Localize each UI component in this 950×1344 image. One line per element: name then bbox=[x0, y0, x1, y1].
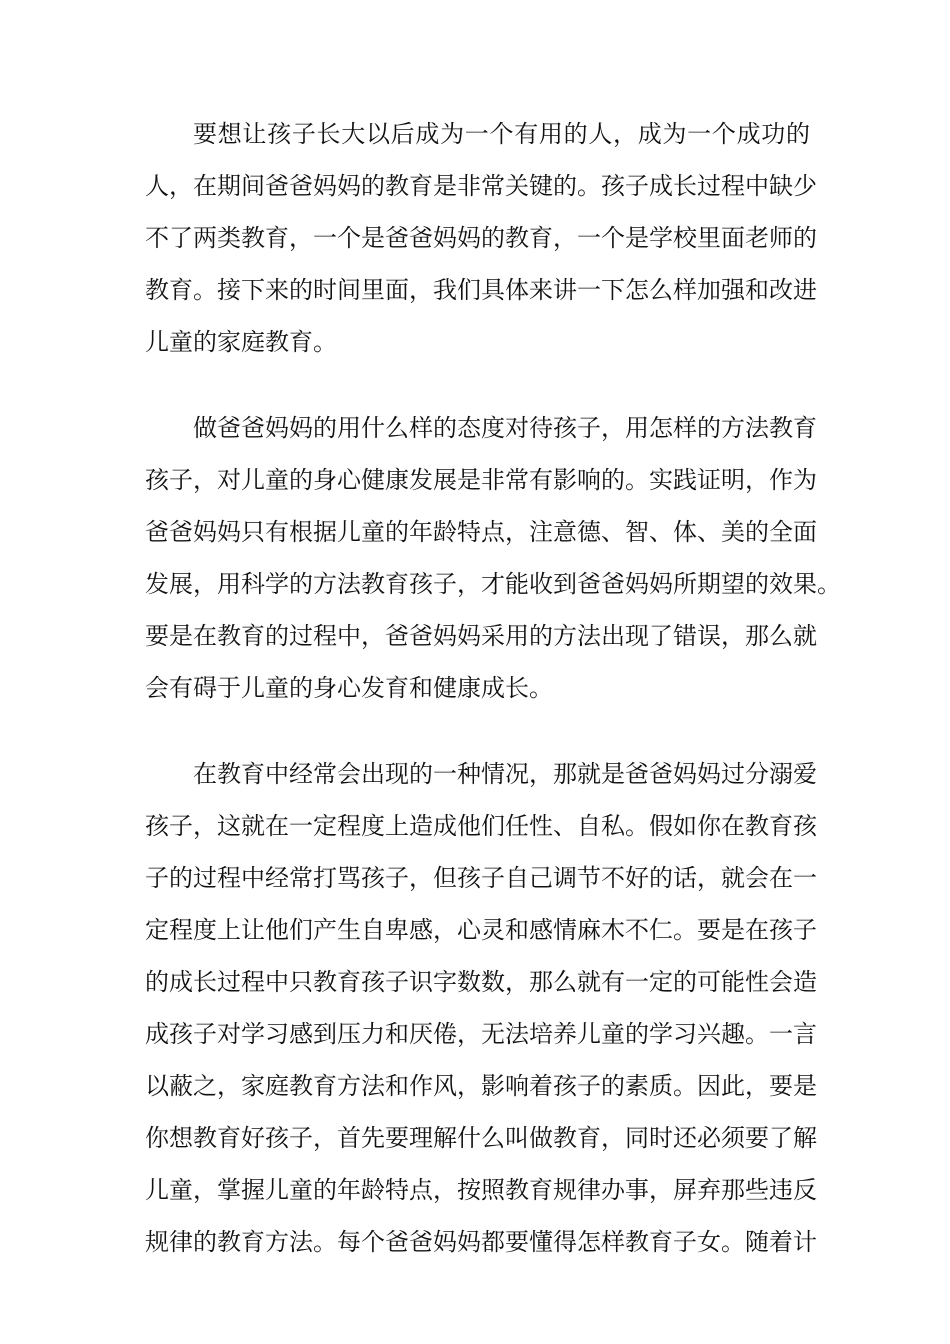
text-line: 儿童，掌握儿童的年龄特点，按照教育规律办事，屏弃那些违反 bbox=[145, 1176, 817, 1204]
text-line: 规律的教育方法。每个爸爸妈妈都要懂得怎样教育子女。随着计 bbox=[145, 1228, 817, 1256]
text-line: 爸爸妈妈只有根据儿童的年龄特点，注意德、智、体、美的全面 bbox=[145, 518, 817, 546]
text-line: 孩子，这就在一定程度上造成他们任性、自私。假如你在教育孩 bbox=[145, 812, 817, 840]
text-line: 的成长过程中只教育孩子识字数数，那么就有一定的可能性会造 bbox=[145, 968, 817, 996]
text-line: 不了两类教育，一个是爸爸妈妈的教育，一个是学校里面老师的 bbox=[145, 224, 817, 252]
text-line: 教育。接下来的时间里面，我们具体来讲一下怎么样加强和改进 bbox=[145, 276, 817, 304]
text-line: 做爸爸妈妈的用什么样的态度对待孩子，用怎样的方法教育 bbox=[193, 414, 817, 442]
text-line: 儿童的家庭教育。 bbox=[145, 328, 337, 356]
paragraph-2 bbox=[145, 402, 841, 714]
document-body bbox=[145, 108, 841, 1268]
text-line: 子的过程中经常打骂孩子，但孩子自己调节不好的话，就会在一 bbox=[145, 864, 817, 892]
paragraph-spacer bbox=[145, 714, 810, 748]
text-line: 在教育中经常会出现的一种情况，那就是爸爸妈妈过分溺爱 bbox=[193, 760, 817, 788]
text-line: 你想教育好孩子，首先要理解什么叫做教育，同时还必须要了解 bbox=[145, 1124, 817, 1152]
text-line: 成孩子对学习感到压力和厌倦，无法培养儿童的学习兴趣。一言 bbox=[145, 1020, 817, 1048]
text-line: 发展，用科学的方法教育孩子，才能收到爸爸妈妈所期望的效果。 bbox=[145, 570, 841, 598]
text-line: 会有碍于儿童的身心发育和健康成长。 bbox=[145, 674, 553, 702]
text-line: 要是在教育的过程中，爸爸妈妈采用的方法出现了错误，那么就 bbox=[145, 622, 817, 650]
paragraph-1 bbox=[145, 108, 817, 368]
text-line: 以蔽之，家庭教育方法和作风，影响着孩子的素质。因此，要是 bbox=[145, 1072, 817, 1100]
paragraph-spacer bbox=[145, 368, 810, 402]
text-line: 定程度上让他们产生自卑感，心灵和感情麻木不仁。要是在孩子 bbox=[145, 916, 817, 944]
text-line: 要想让孩子长大以后成为一个有用的人，成为一个成功的 bbox=[193, 120, 810, 148]
paragraph-3 bbox=[145, 748, 817, 1268]
text-line: 孩子，对儿童的身心健康发展是非常有影响的。实践证明，作为 bbox=[145, 466, 817, 494]
text-line: 人，在期间爸爸妈妈的教育是非常关键的。孩子成长过程中缺少 bbox=[145, 172, 817, 200]
